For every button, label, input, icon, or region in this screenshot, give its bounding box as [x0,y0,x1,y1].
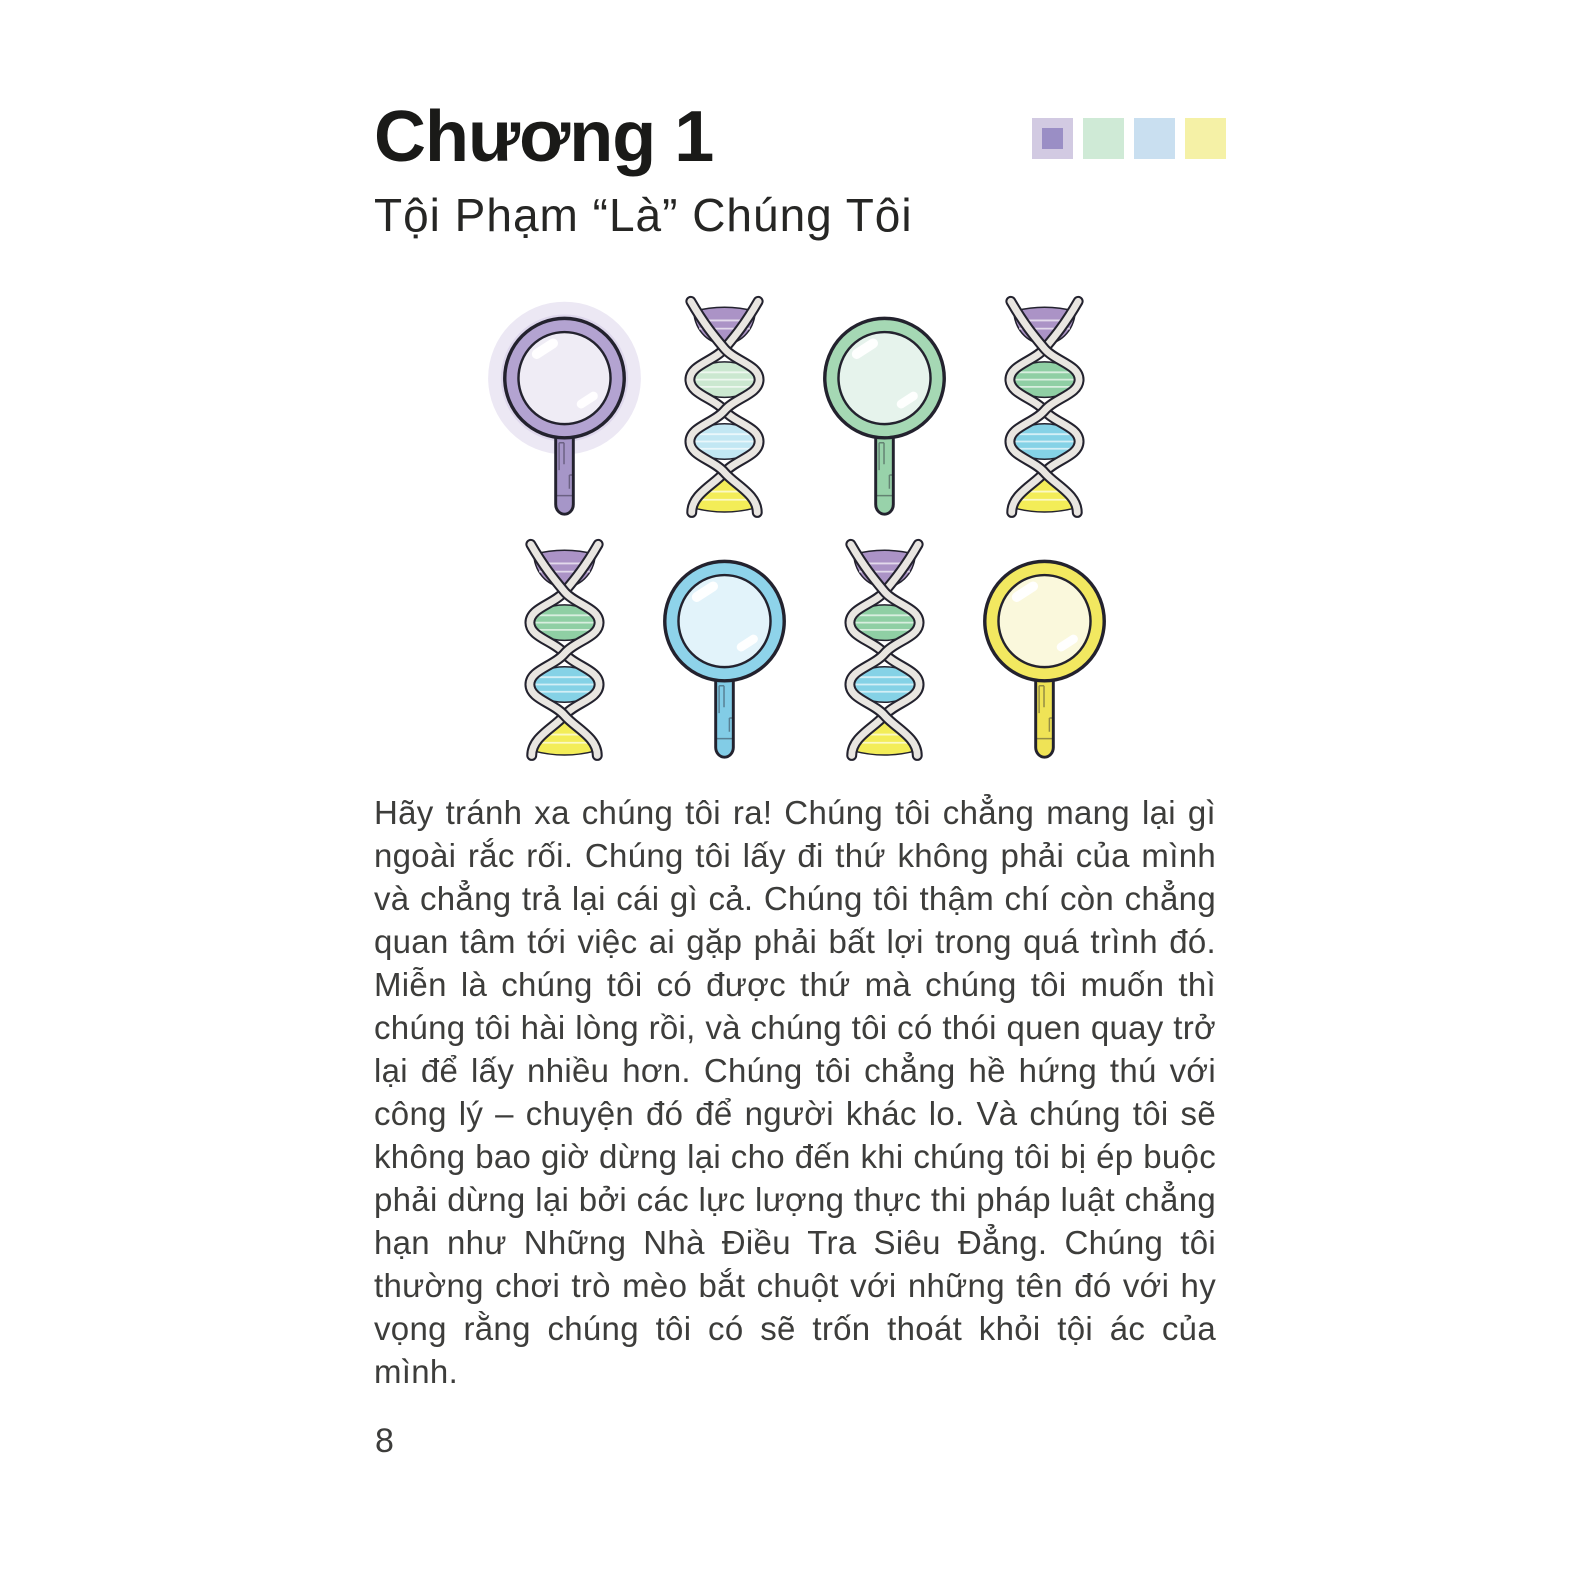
page-number: 8 [375,1422,394,1460]
dna-helix-icon [999,292,1090,520]
magnifier-purple-icon [491,288,638,523]
illustration-grid [484,288,1124,766]
body-paragraph: Hãy tránh xa chúng tôi ra! Chúng tôi chẳng mang lại gì ngoài rắc rối. Chúng tôi lấy đi thứ không phải của mình và chẳng trả lại cái gì cả. Chúng tôi thậm chí còn chẳng quan tâm tới việc ai gặp phải bất lợi trong quá trình đó. Miễn là chúng tôi có được thứ mà chúng tôi muốn thì chúng tôi hài lòng rồi, và chúng tôi có thói quen quay trở lại để lấy nhiều hơn. Chúng tôi chẳng hề hứng thú với công lý – chuyện đó để người khác lo. Và chúng tôi sẽ không bao giờ dừng lại cho đến khi chúng tôi bị ép buộc phải dừng lại bởi các lực lượng thực thi pháp luật chẳng hạn như Những Nhà Điều Tra Siêu Đẳng. Chúng tôi thường chơi trò mèo bắt chuột với những tên đó với hy vọng rằng chúng tôi có sẽ trốn thoát khỏi tội ác của mình. [374,794,1216,1390]
swatch-purple [1032,118,1073,159]
chapter-heading: Chương 1 [374,97,714,177]
color-swatches [1032,118,1226,159]
magnifier-green-icon [811,288,958,523]
magnifier-yellow-icon [971,531,1118,766]
dna-helix-icon [839,535,930,763]
chapter-title: Tội Phạm “Là” Chúng Tôi [374,189,913,241]
swatch-blue [1134,118,1175,159]
magnifier-blue-icon [651,531,798,766]
dna-helix-icon [519,535,610,763]
swatch-green [1083,118,1124,159]
dna-helix-icon [679,292,770,520]
swatch-purple-inner [1042,128,1063,149]
swatch-yellow [1185,118,1226,159]
